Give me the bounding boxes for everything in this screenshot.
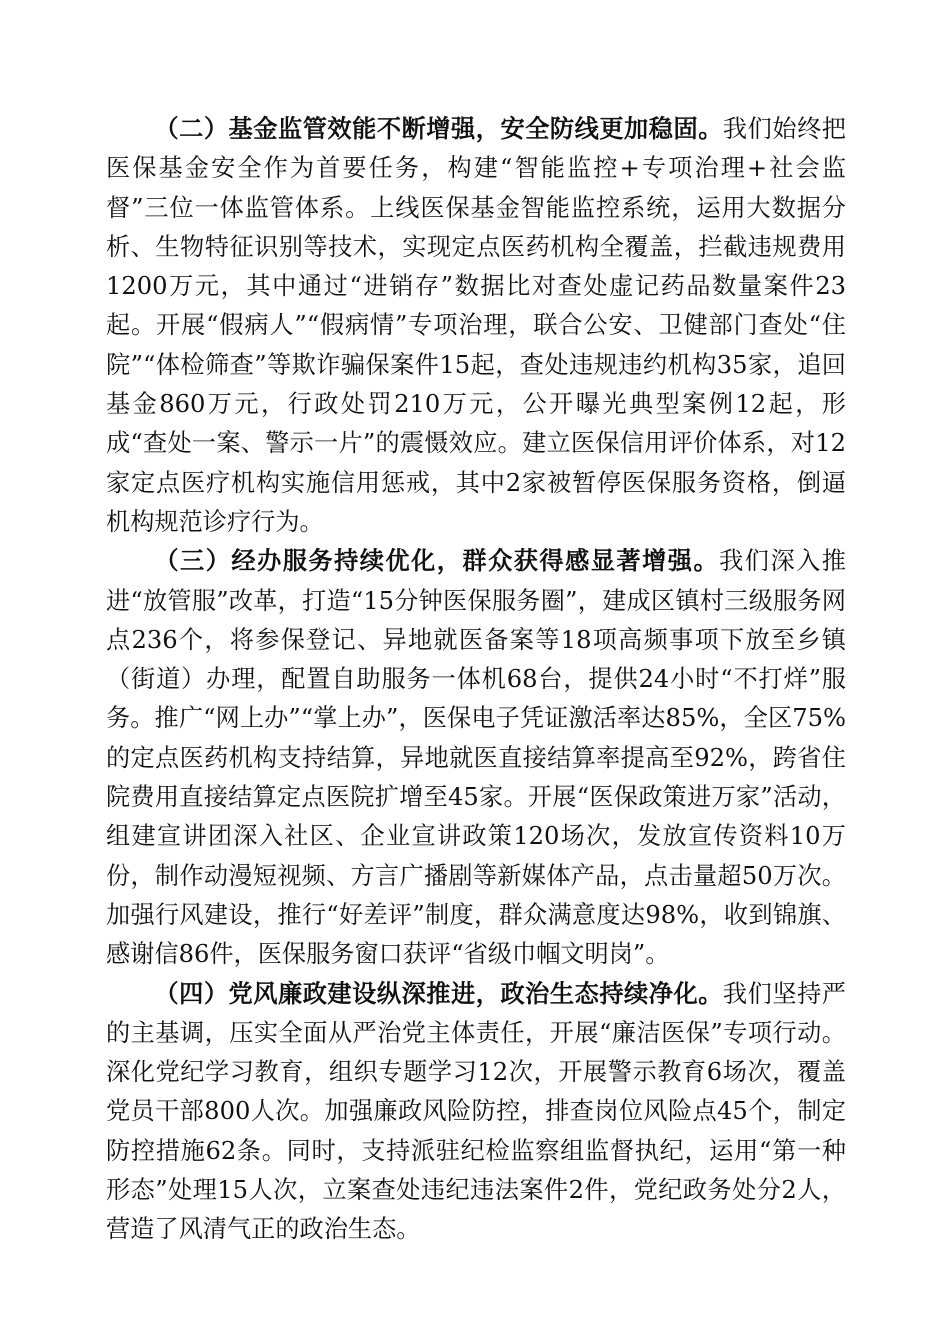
section-heading: （四）党风廉政建设纵深推进，政治生态持续净化。 [154,979,723,1008]
section-text: 我们始终把医保基金安全作为首要任务，构建“智能监控+专项治理+社会监督”三位一体监管体系。上线医保基金智能监控系统，运用大数据分析、生物特征识别等技术，实现定点医药机构全覆盖，拦截违规费用1200万元，其中通过“进销存”数据比对查处虚记药品数量案件23起。开展“假病人”“假病情”专项治理，联合公安、卫健部门查处“住院”“体检筛查”等欺诈骗保案件15起，查处违规违约机构35家，追回基金860万元，行政处罚210万元，公开曝光典型案例12起，形成“查处一案、警示一片”的震慑效应。建立医保信用评价体系，对12家定点医疗机构实施信用惩戒，其中2家被暂停医保服务资格，倒逼机构规范诊疗行为。 [106,115,846,536]
section-text: 我们坚持严的主基调，压实全面从严治党主体责任，开展“廉洁医保”专项行动。深化党纪学习教育，组织专题学习12次，开展警示教育6场次，覆盖党员干部800人次。加强廉政风险防控，排查岗位风险点45个，制定防控措施62条。同时，支持派驻纪检监察组监督执纪，运用“第一种形态”处理15人次，立案查处违纪违法案件2件，党纪政务处分2人，营造了风清气正的政治生态。 [106,979,846,1244]
document-body [106,110,846,1250]
section-text: 我们深入推进“放管服”改革，打造“15分钟医保服务圈”，建成区镇村三级服务网点236个，将参保登记、异地就医备案等18项高频事项下放至乡镇（街道）办理，配置自助服务一体机68台，提供24小时“不打烊”服务。推广“网上办”“掌上办”，医保电子凭证激活率达85%，全区75%的定点医药机构支持结算，异地就医直接结算率提高至92%，跨省住院费用直接结算定点医院扩增至45家。开展“医保政策进万家”活动，组建宣讲团深入社区、企业宣讲政策120场次，发放宣传资料10万份，制作动漫短视频、方言广播剧等新媒体产品，点击量超50万次。加强行风建设，推行“好差评”制度，群众满意度达98%，收到锦旗、感谢信86件，医保服务窗口获评“省级巾帼文明岗”。 [106,547,846,969]
section-fund-supervision [106,110,846,542]
section-heading: （三）经办服务持续优化，群众获得感显著增强。 [154,547,720,576]
section-party-integrity [106,975,846,1250]
section-service-optimization [106,542,846,974]
section-heading: （二）基金监管效能不断增强，安全防线更加稳固。 [154,115,723,143]
